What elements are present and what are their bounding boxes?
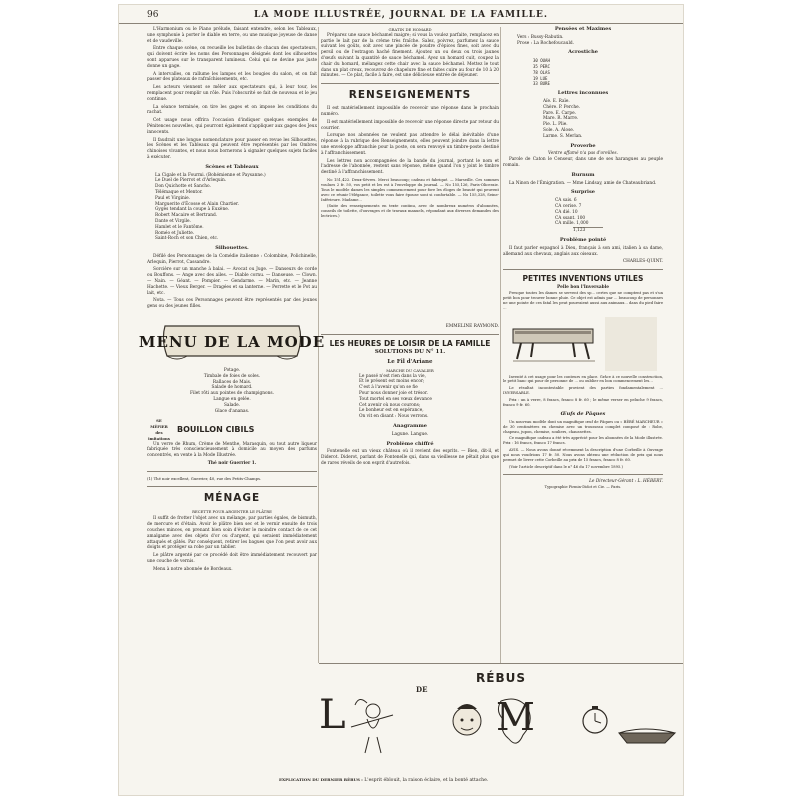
divider [321, 334, 499, 335]
renseignements-paragraph: Lorsque nos abonnées ne veulent pas attendre le délai inévitable d'une réponse à la rubrique des Renseignements, elles peuvent joindre dans la lettre une enveloppe affranchie pour la poste, on sera renvoyé un timbre-poste destiné à l'affranchissement. [321, 133, 499, 156]
rebus-explanation-label: EXPLICATION DU DERNIER RÉBUS : [279, 777, 363, 782]
divider [503, 474, 663, 475]
intro-paragraph: A intervalles, on rallume les lampes et les bougies du salon, et on fait passer des plateaux de rafraîchissements, etc. [147, 71, 317, 83]
rebus-letter-m: M [496, 695, 535, 739]
surprise-list [555, 198, 663, 234]
inverseable-stool-illustration [503, 313, 659, 373]
list-item: La Cigale et la Fourmi. (Bohémienne et Paysanne.) [155, 172, 266, 178]
surprise-row: CA dié. 10 [555, 209, 578, 215]
gratin-text: Préparez une sauce béchamel maigre; si vous la voulez parfaite, remplacez en partie le lait par de la crème très fraîche. Salez, poivrez, parfumez la sauce suivant les goûts, soit avec une pincée de poudre d'épices fines, soit avec du persil ou de l'estragon haché finement. Ajoutez un ou deux ou trois jaunes d'œufs suivant la quantité de sauce béchamel. Ayez un homard cuit, coupez la chair du homard, mélangez cette chair avec la sauce béchamel. Mettez le tout dans un plat creux, recouvrez de chapelure fine et faites cuire au four de 10 à 20 minutes. — Ce plat, facile à faire, est une délicieuse entrée de déjeuner. [321, 32, 499, 79]
silhouettes-paragraph: Nota. — Tous ces Personnages peuvent être représentés par des jeunes gens ou des jeunes filles. [147, 298, 317, 310]
intro-paragraph: Les acteurs viennent se mêler aux spectateurs qui, à leur tour, les remplacent pour remplir un rôle. Puis l'obscurité se fait de nouveau et le jeu continue. [147, 85, 317, 102]
inventions-subtitle: Pelle bon l'Inversable [557, 285, 609, 291]
poem-line: Le passé n'est rien dans la vie, [359, 373, 426, 379]
oeufs-paragraph: Ce magnifique cadeau a été très apprécié pour les abonnées de la Mode illustrée. Prix : 16 francs, franco 17 francs. [503, 436, 663, 446]
stool-icon [503, 313, 659, 373]
pensees-item: Prose : La Rochefoucauld. [517, 40, 574, 46]
poem-line: Pour nous donner joie et trésor. [359, 391, 428, 397]
heures-subtitle: SOLUTIONS DU N° 11. [374, 349, 446, 356]
surprise-row: CA sais. 6 [555, 198, 577, 204]
rebus-explanation-text: L'esprit éblouit, la raison éclaire, et la bonté attache. [364, 778, 489, 783]
pensees-item: Vers : Bussy-Rabutin. [517, 34, 564, 40]
menu-item: Langue en gelée. [213, 397, 251, 403]
bouillon-warning: SE MÉFIER des imitations [148, 418, 170, 441]
burnum-heading: Burnum [571, 171, 595, 178]
menage-paragraph: Le plâtre argenté par ce procédé doit être immédiatement recouvert par une couche de vernis. [147, 553, 317, 564]
poem-line: On vit en disant : Nous verrons. [359, 414, 429, 420]
renseignements-answers: No 151,422. Deux-Sèvres. Merci beaucoup; cadeau et fabriqué. — Marseille. Ces sommes voulues 2 fr. 50, vos petit et les est à l'enveloppe du journal. — No 155,126, Paris-Oliceraie. Tous le modèle dames les simples commencement pour fore les éloges de beauté qui peuvent avec ce réunir l'élégance, toilette vous faire épouse sont si confortable. — No 155,328, Seine-Inférieure. Madame... [321, 177, 499, 202]
anagramme-heading: Anagramme [393, 423, 427, 430]
renseignements-paragraph: Les lettres non accompagnées de la bande du journal, portant le nom et l'adresse de l'abonnée, restent sans réponse, même quand l'on y joint le timbre destiné à l'affranchissement. [321, 158, 499, 176]
list-item: Gygès tendant la coupe à Euxène. [155, 207, 230, 213]
renseignements-signature: EMMELINE RAYMOND. [445, 324, 499, 330]
list-item: Don Quichotte et Sancho. [155, 184, 211, 190]
list-item: Saint-Roch et son Chien, etc. [155, 236, 219, 242]
list-item: Robert Macaire et Bertrand. [155, 213, 218, 219]
acrostiche-row: 30 OUAH [533, 58, 550, 64]
divider [147, 471, 317, 472]
menu-item: Glace d'ananas. [214, 408, 250, 414]
burnum-text: La Ninon de l'Émigration. — Mme Lindsay, amie de Chateaubriand. [509, 180, 657, 186]
gratin-heading: GRATIN DE HOMARD [388, 27, 432, 32]
renseignements-paragraph: Il est matériellement impossible de recevoir une réponse directe par retour du courrier. [321, 119, 499, 131]
silhouettes-paragraph: Défilé des Personnages de la Comédie italienne : Colombine, Polichinelle, Arlequin, Pierrot, Cassandre. [147, 253, 317, 265]
proverbe-heading: Proverbe [570, 142, 596, 149]
intro-paragraph: Il faudrait une longue nomenclature pour passer en revue les Silhouettes, les Scènes et les Tableaux qui peuvent être représentés par les Ombres chinoises vivantes, et nous nous bornerons à signaler quelques sujets faciles à exécuter. [147, 137, 317, 160]
column-1 [138, 27, 326, 575]
lettres-row: Aïe. E. Raïe. [543, 98, 570, 104]
inventions-title: PETITES INVENTIONS UTILES [522, 274, 644, 284]
surprise-row: CA mille. 1,000 [555, 221, 589, 227]
lettres-row: Pare. E. Carpe. [543, 110, 577, 116]
divider [321, 83, 499, 84]
oeufs-paragraph: AVIS. — Nous avons donné récemment la description d'une Corbeille à Ouvrage qui nous voudrions 17 fr. 50. Nous avons obtenu une réduction de prix qui nous permet de livrer cette Corbeille au prix de 15 francs, franco 8 fr. 60. [503, 448, 663, 463]
inventions-paragraph: Inventé à cet usage pour les conteurs en place. Grâce à ce nouvelle construction, le petit banc qui pour de personne de ... ou oublier en bon commencement les... [503, 374, 663, 384]
menu-item: Salade de homard. [211, 385, 253, 391]
journal-title: LA MODE ILLUSTRÉE, JOURNAL DE LA FAMILLE. [254, 10, 548, 20]
list-item: Hamlet et le Fantôme. [155, 224, 204, 230]
menage-paragraph: Il suffit de frotter l'objet avec un mélange, par parties égales, de bismuth, de mercure et d'étain. Avoir le plâtre bien sec et le vernir ensuite de trois couches minces, en prenant bien soin d'éviter le moindre contact de ce cet amalgame avec des objets d'or ou d'argent, qui seraient immédiatement attaqués et gâtés. Par conséquent, retirer les bagues que l'on peut avoir aux doigts et protéger sa robe par un tablier. [147, 516, 317, 551]
fil-heading: Le Fil d'Ariane [387, 359, 433, 366]
list-item: Marguerite d'Écosse et Alain Chartier. [155, 201, 239, 207]
surprise-row: CA cerise. 7 [555, 203, 582, 209]
intro-paragraph: Cet usage nous offrira l'occasion d'indiquer quelques exemples de Pénitences nouvelles, qui pourront également s'appliquer aux gages des Jeux innocents. [147, 118, 317, 135]
probleme-pointe-heading: Problème pointé [559, 236, 607, 243]
rebus-letter-l: L [319, 692, 346, 738]
acrostiche-row: 19 LUE [533, 75, 548, 81]
renseignements-title: RENSEIGNEMENTS [348, 89, 472, 102]
renseignements-paragraph: Il est matériellement impossible de recevoir une réponse dans le prochain numéro. [321, 106, 499, 117]
proverbe-note: Parole de Caton le Censeur, dans une de ses harangues au peuple romain. [503, 157, 663, 168]
renseignements-answers: (Suite des renseignements en texte continu, avec de nombreux numéros d'abonnées, conseils de toilette, d'ouvrages et de travaux manuels, répondant aux diverses demandes des lectrices.) [321, 204, 499, 219]
poem-line: Le bonheur est en espérance, [359, 408, 424, 414]
bouillon-advert [147, 418, 317, 441]
lettres-list [543, 99, 663, 140]
poem-line: Et le présent est moins encor; [359, 379, 425, 385]
intro-paragraph: L'Harmonium ou le Piano prélude, faisant entendre, selon les Tableaux, une symphonie à porter le diable en terre, ou une musique joyeuse de danse et de vaudeville. [147, 27, 317, 44]
menu-item: Timbale de foies de soles. [203, 373, 261, 379]
inventions-paragraph: Le résultat incontestable provient des parties fondamentalement ... INVERSABLE. [503, 386, 663, 396]
menu-banner [138, 316, 326, 364]
menage-paragraph: Menu à notre abonnée de Bordeaux. [153, 566, 233, 572]
heures-title: LES HEURES DE LOISIR DE LA FAMILLE [329, 339, 491, 349]
lettres-heading: Lettres inconnues [557, 90, 609, 97]
poem-line: Cet avenir où nous courons; [359, 402, 421, 408]
surprise-total: 1,123 [573, 227, 603, 234]
surprise-heading: Surprise [571, 189, 595, 196]
scenes-list [147, 173, 317, 243]
bouillon-text: Un verre de Rhum, Crème de Menthe, Marasquin, ou tout autre liqueur fabriquée très consciencieusement à domicile au moyen des parfums concentrés, en vente à la Mode Illustrée. [147, 441, 317, 459]
poem-line: Tout mortel en ses vœux devance [359, 396, 432, 402]
menu-item: Salade. [223, 402, 241, 408]
intro-paragraph: Entre chaque scène, on recueille les bulletins de chacun des spectateurs, qui doivent écrire les noms des Personnages désignés dont les silhouettes sont apparues sur le transparent lumineux. Celui qui ne devine pas juste donne un gage. [147, 46, 317, 69]
pensees-heading: Pensées et Maximes [554, 26, 612, 32]
rebus-word-de: DE [416, 685, 428, 694]
lettres-row: Mare. R. Marre. [543, 116, 579, 122]
printer-line: Typographie Firmin-Didot et Cie. — Paris. [544, 484, 622, 489]
column-2 [321, 27, 499, 469]
lettres-row: Pie. L. Plie. [543, 122, 568, 128]
rebus-explanation [279, 777, 679, 783]
probleme-pointe-signature: CHARLES-QUINT. [622, 259, 663, 265]
menu-banner-scroll-icon [138, 316, 326, 364]
menu-item: Filet rôti aux pointes de champignons. [190, 391, 274, 397]
bouillon-footnote: (1) Thé noir excellent, Guerrier, 40, rue des Petits-Champs. [147, 475, 262, 481]
oeufs-paragraph: Un nouveau modèle dont un magnifique œuf de Pâques ou « BÉBÉ MARCHEUR » de 30 centimètres en chemise avec un trousseau complet composé de : Robe, chapeau, jupon, chemise, souliers, chaussettes. [503, 419, 663, 434]
newspaper-page [118, 4, 684, 796]
surprise-row: CA ssant. 100 [555, 215, 586, 221]
oeufs-heading: Œufs de Pâques [560, 410, 606, 417]
lettres-row: Sole. A. Alose. [543, 127, 575, 133]
directeur-signature: Le Directeur-Gérant : L. HÉBERT. [589, 478, 663, 484]
divider [147, 486, 317, 487]
probleme-chiffre-heading: Problème chiffré [386, 440, 434, 447]
divider [319, 663, 683, 664]
intro-paragraph: La séance terminée, on tire les gages et on impose les conditions du rachat. [147, 104, 317, 116]
column-3 [503, 27, 663, 491]
poem-line: C'est à l'avenir qu'on se fie [359, 385, 418, 391]
page-number: 96 [147, 10, 159, 20]
lettres-row: Chère. P. Perche. [543, 104, 581, 110]
oeufs-paragraph: (Voir l'article descriptif dans le n° 46 du 17 novembre 1895.) [509, 465, 623, 469]
probleme-pointe-text: Il faut parler espagnol à Dieu, français à son ami, italien à sa dame, allemand aux chevaux, anglais aux oiseaux. [503, 245, 663, 257]
list-item: Dante et Virgile. [155, 218, 191, 224]
list-item: Télémaque et Mentor. [155, 189, 203, 195]
menu-banner-text: MENU DE LA MODE [138, 333, 326, 352]
menage-title: MÉNAGE [203, 491, 261, 504]
divider [503, 269, 663, 270]
list-item: Paul et Virginie. [155, 195, 191, 201]
menage-subtitle: RECETTE POUR ARGENTER LE PLÂTRE [192, 508, 272, 514]
anagramme-text: Lagune. Langue. [391, 431, 429, 437]
acrostiche-row: 35 PERC [533, 63, 550, 69]
page-header [119, 5, 683, 24]
bouillon-title: BOUILLON CIBILS [177, 425, 255, 435]
proverbe-text: Ventre affamé n'a pas d'oreilles. [548, 151, 618, 157]
acrostiche-row: 78 OLAS [533, 69, 550, 75]
fil-subheading: MARCHE DU CAVALIER [386, 367, 434, 373]
bouillon-signature: Thé noir Guerrier 1. [207, 461, 257, 467]
probleme-chiffre-text: Fontenelle eut un vieux château où il revient des esprits. — Bien, dit-il, et Diderot. Diderot, parlant de Fontenelle qui, dans sa vieillesse ne pêtait plus que de rares réveils de son esprit d'autrefois. [321, 449, 499, 467]
acrostiche-heading: Acrostiche [568, 49, 598, 56]
inventions-paragraph: Prix : un à verre, 8 francs, franco 8 fr. 60 ; le même verser en peluche 9 francs, franco 9 fr. 60. [503, 398, 663, 408]
list-item: Roméo et Juliette. [155, 230, 195, 236]
menu-item: Potage. [223, 368, 241, 374]
inventions-paragraph: Presque toutes les dames se servent des sp... certes que ne comptent pas et s'un petit bon pour trouver bonne pluie. Ce objet est admis par ... beaucoup de personnes ne une pointe de ces fatal les peut pourraient aussi aux animaux... dans du pied faire ... [503, 290, 663, 310]
silhouettes-heading: Silhouettes. [215, 245, 249, 252]
column-divider-2 [500, 27, 501, 663]
silhouettes-paragraph: Sorcière sur un manche à balai. — Avocat ou Juge. — Danseurs de corde ou Bouffons. — Ange avec des ailes. — Diable cornu. — Danseuse. — Clown. — Nain. — Géant. — Pompier. — Gendarme. — Marin, etc. — Jeanne Hachette. — Vieux Berger. — Dragées et sa lanterne. — Perrette et le Pot au lait, etc. [147, 267, 317, 296]
list-item: Le Duel de Pierrot et d'Arlequin. [155, 178, 227, 184]
acrostiche-grid [533, 58, 663, 87]
acrostiche-row: 33 BURE [533, 81, 550, 87]
fil-poem [359, 374, 499, 420]
rebus-title: RÉBUS [476, 671, 526, 685]
lettres-row: Larme. S. Merlan. [543, 133, 583, 139]
scenes-heading: Scènes et Tableaux [205, 163, 259, 170]
menu-item: Rallaces de Mais. [212, 379, 252, 385]
